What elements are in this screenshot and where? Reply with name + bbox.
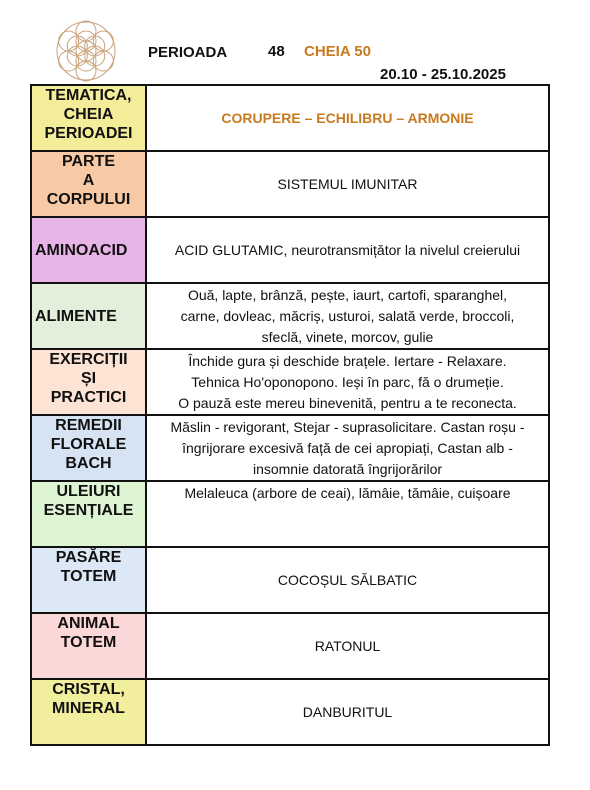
row-value-line: SISTEMUL IMUNITAR xyxy=(277,175,418,192)
row-label-line: TOTEM xyxy=(60,634,117,651)
row-label xyxy=(31,679,146,745)
row-label-line: CORPULUI xyxy=(46,191,131,208)
row-value xyxy=(146,349,549,415)
row-label xyxy=(31,613,146,679)
row-label-line: ESENȚIALE xyxy=(43,502,134,519)
row-value-line: carne, dovleac, măcriș, usturoi, salată verde, broccoli, xyxy=(180,307,515,324)
table-row xyxy=(31,151,549,217)
table-row xyxy=(31,481,549,547)
row-label-line: MINERAL xyxy=(52,700,125,717)
table-row xyxy=(31,679,549,745)
row-label-line: ALIMENTE xyxy=(35,307,117,325)
row-label-line: REMEDII xyxy=(55,417,122,434)
row-value-line: ACID GLUTAMIC, neurotransmițător la nivelul creierului xyxy=(174,241,521,258)
row-label-line: PERIOADEI xyxy=(44,125,133,142)
row-value-line: Închide gura și deschide brațele. Iertare - Relaxare. xyxy=(188,352,507,369)
row-label-line: PRACTICI xyxy=(50,389,127,406)
row-value-line: Melaleuca (arbore de ceai), lămâie, tămâie, cuișoare xyxy=(184,485,511,501)
table-row xyxy=(31,613,549,679)
row-label-line: TEMATICA, xyxy=(45,87,132,104)
row-label-line: AMINOACID xyxy=(35,241,128,259)
row-value-line: COCOȘUL SĂLBATIC xyxy=(277,571,418,588)
row-value-line: O pauză este mereu binevenită, pentru a te reconecta. xyxy=(178,394,517,411)
row-label-line: A xyxy=(82,172,95,189)
flower-of-life-icon xyxy=(53,20,119,82)
row-value xyxy=(146,217,549,283)
row-label-line: TOTEM xyxy=(60,568,117,585)
row-label-line: ANIMAL xyxy=(57,615,120,632)
row-value xyxy=(146,151,549,217)
row-value-line: DANBURITUL xyxy=(302,703,393,720)
row-value xyxy=(146,415,549,481)
row-label xyxy=(31,151,146,217)
table-row xyxy=(31,283,549,349)
row-label xyxy=(31,415,146,481)
row-value-line: RATONUL xyxy=(314,637,381,654)
row-label xyxy=(31,349,146,415)
row-label-line: PASĂRE xyxy=(55,549,122,566)
row-value-line: îngrijorare excesivă față de cei apropiați, Castan alb - xyxy=(182,439,513,456)
row-label-line: CRISTAL, xyxy=(52,681,125,698)
row-label-line: PARTE xyxy=(61,153,116,170)
perioada-number: 48 xyxy=(268,43,285,60)
row-value xyxy=(146,547,549,613)
row-value xyxy=(146,613,549,679)
cheia-label: CHEIA 50 xyxy=(304,43,371,60)
row-label xyxy=(31,547,146,613)
row-label-line: FLORALE xyxy=(50,436,127,453)
row-value xyxy=(146,679,549,745)
table-row xyxy=(31,217,549,283)
row-label xyxy=(31,85,146,151)
perioada-label: PERIOADA xyxy=(148,44,228,61)
table-row xyxy=(31,85,549,151)
row-value-line: CORUPERE – ECHILIBRU – ARMONIE xyxy=(221,109,474,126)
row-label-line: EXERCIȚII xyxy=(49,351,128,368)
row-label xyxy=(31,283,146,349)
row-value-line: sfeclă, vinete, morcov, gulie xyxy=(261,328,434,345)
date-range: 20.10 - 25.10.2025 xyxy=(380,66,506,83)
table-row xyxy=(31,349,549,415)
row-label-line: ULEIURI xyxy=(56,483,121,500)
row-value-line: Ouă, lapte, brânză, pește, iaurt, cartofi, sparanghel, xyxy=(187,286,508,303)
row-value xyxy=(146,283,549,349)
row-label xyxy=(31,217,146,283)
table-row xyxy=(31,415,549,481)
row-label-line: CHEIA xyxy=(63,106,114,123)
row-value-line: insomnie datorată îngrijorărilor xyxy=(252,460,443,477)
period-table xyxy=(30,84,550,746)
row-value-line: Tehnica Ho'oponopono. Ieși în parc, fă o drumeție. xyxy=(191,373,504,390)
row-value-line: Măslin - revigorant, Stejar - suprasolicitare. Castan roșu - xyxy=(170,418,525,435)
row-label-line: ȘI xyxy=(80,370,97,387)
row-value xyxy=(146,85,549,151)
table-row xyxy=(31,547,549,613)
row-value xyxy=(146,481,549,547)
row-label-line: BACH xyxy=(65,455,112,472)
row-label xyxy=(31,481,146,547)
